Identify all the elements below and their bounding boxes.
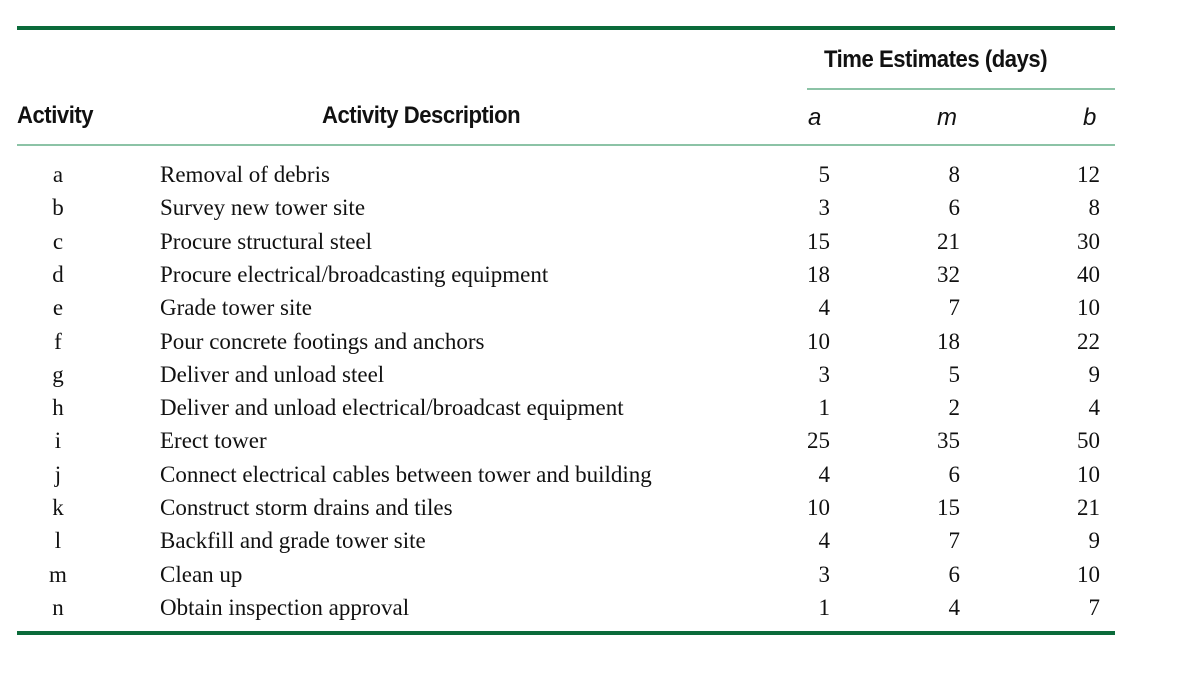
table-top-rule [17, 26, 1115, 30]
estimate-b-cell: 10 [1077, 295, 1100, 321]
description-cell: Deliver and unload electrical/broadcast equipment [160, 395, 624, 421]
table-row [0, 562, 1180, 595]
description-cell: Pour concrete footings and anchors [160, 328, 485, 354]
estimate-a-cell: 25 [807, 428, 830, 454]
time-estimates-rule [807, 88, 1115, 90]
description-cell: Obtain inspection approval [160, 594, 410, 620]
estimate-m-cell: 2 [948, 395, 960, 421]
table-row [0, 462, 1180, 495]
estimate-a-cell: 1 [818, 594, 830, 620]
table-row [0, 495, 1180, 528]
description-cell: Grade tower site [160, 295, 312, 321]
activity-cell: g [52, 361, 64, 387]
estimate-a-cell: 1 [818, 395, 830, 421]
estimate-a-cell: 10 [807, 328, 830, 354]
estimate-m-cell: 4 [948, 594, 960, 620]
description-cell: Construct storm drains and tiles [160, 495, 453, 520]
estimate-m-cell: 6 [948, 195, 960, 221]
table-row [0, 229, 1180, 262]
estimate-m-cell: 18 [937, 328, 960, 354]
table-row [0, 295, 1180, 328]
estimate-m-cell: 35 [937, 428, 960, 454]
estimate-b-cell: 12 [1077, 162, 1100, 187]
table-bottom-rule [17, 631, 1115, 635]
table-row [0, 329, 1180, 362]
estimate-b-cell: 22 [1077, 328, 1100, 354]
estimate-b-cell: 40 [1077, 261, 1100, 287]
estimate-m-cell: 7 [948, 528, 960, 554]
header-b: b [1083, 104, 1097, 131]
estimate-m-cell: 7 [948, 295, 960, 321]
table-row [0, 162, 1180, 195]
estimate-a-cell: 10 [807, 495, 830, 520]
activity-cell: l [54, 528, 62, 554]
estimate-a-cell: 5 [818, 162, 830, 187]
table-row [0, 262, 1180, 295]
estimate-b-cell: 10 [1077, 461, 1100, 487]
estimate-b-cell: 9 [1088, 361, 1100, 387]
header-description: Activity Description [322, 102, 521, 129]
description-cell: Connect electrical cables between tower and building [160, 461, 652, 487]
activity-cell: f [54, 328, 62, 354]
table-row [0, 395, 1180, 428]
description-cell: Procure electrical/broadcasting equipment [160, 261, 549, 287]
activity-cell: e [52, 295, 64, 321]
header-bottom-rule [17, 144, 1115, 146]
description-cell: Clean up [160, 561, 243, 587]
estimate-b-cell: 10 [1077, 561, 1100, 587]
estimate-b-cell: 50 [1077, 428, 1100, 454]
table-row [0, 428, 1180, 461]
estimate-a-cell: 18 [807, 261, 830, 287]
table-row [0, 195, 1180, 228]
estimate-b-cell: 8 [1088, 195, 1100, 221]
description-cell: Removal of debris [160, 162, 330, 187]
estimate-b-cell: 7 [1088, 594, 1100, 620]
activity-cell: b [52, 195, 64, 221]
activity-cell: k [52, 495, 64, 520]
estimate-b-cell: 21 [1077, 495, 1100, 520]
estimate-a-cell: 4 [818, 295, 830, 321]
activity-cell: m [49, 561, 67, 587]
header-m: m [937, 104, 957, 131]
estimate-b-cell: 4 [1088, 395, 1100, 421]
activity-cell: h [52, 395, 64, 421]
activity-cell: i [54, 428, 62, 454]
description-cell: Survey new tower site [160, 195, 366, 221]
time-estimates-header: Time Estimates (days) [824, 46, 1048, 73]
activity-cell: d [52, 261, 64, 287]
estimate-m-cell: 15 [937, 495, 960, 520]
estimate-a-cell: 3 [818, 361, 830, 387]
table-row [0, 528, 1180, 561]
description-cell: Deliver and unload steel [160, 361, 385, 387]
description-cell: Procure structural steel [160, 228, 373, 254]
header-activity: Activity [17, 102, 94, 129]
header-a: a [808, 104, 822, 131]
estimate-m-cell: 6 [948, 561, 960, 587]
estimate-b-cell: 30 [1077, 228, 1100, 254]
estimate-a-cell: 3 [818, 561, 830, 587]
estimate-a-cell: 15 [807, 228, 830, 254]
activity-cell: n [52, 594, 64, 620]
estimate-b-cell: 9 [1088, 528, 1100, 554]
table-row [0, 362, 1180, 395]
estimate-a-cell: 4 [818, 461, 830, 487]
table-row [0, 595, 1180, 628]
estimate-m-cell: 8 [948, 162, 960, 187]
estimate-a-cell: 4 [818, 528, 830, 554]
description-cell: Erect tower [160, 428, 267, 454]
estimate-m-cell: 32 [937, 261, 960, 287]
activity-cell: a [52, 162, 64, 187]
estimate-m-cell: 6 [948, 461, 960, 487]
estimate-m-cell: 5 [948, 361, 960, 387]
activity-cell: j [54, 461, 62, 487]
estimate-m-cell: 21 [937, 228, 960, 254]
estimate-a-cell: 3 [818, 195, 830, 221]
activity-cell: c [52, 228, 64, 254]
description-cell: Backfill and grade tower site [160, 528, 426, 554]
